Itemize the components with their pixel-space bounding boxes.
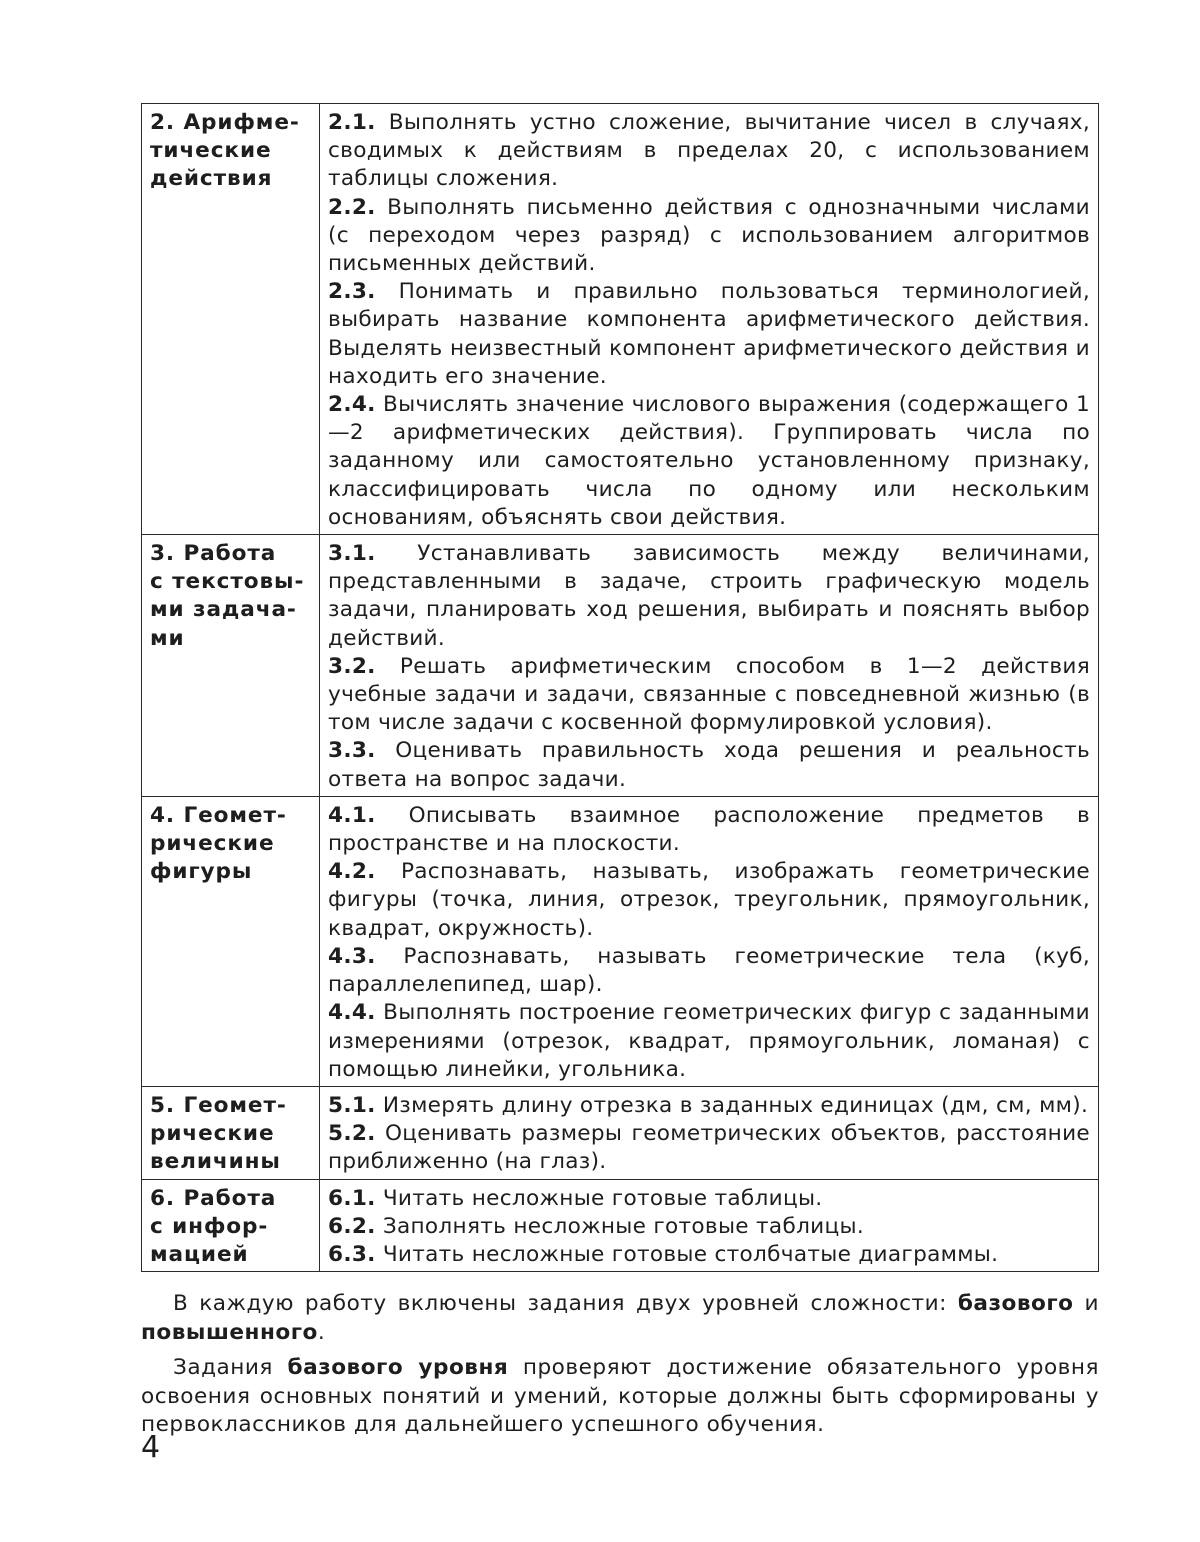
skill-item <box>328 1120 1090 1176</box>
topic-line: 2. Арифме- <box>150 110 300 135</box>
skill-item <box>328 943 1090 999</box>
term-basic-level: базового уровня <box>287 1354 509 1380</box>
skill-text: Оценивать размеры геометрических объектов, расстояние приближенно (на глаз). <box>328 1121 1090 1175</box>
skill-number: 4.2. <box>328 859 376 885</box>
skill-text: Читать несложные готовые таблицы. <box>382 1185 823 1211</box>
skill-number: 6.2. <box>328 1213 376 1239</box>
skill-text: Понимать и правильно пользоваться терминологией, выбирать название компонента арифметического действия. Выделять неизвестный компонент арифметического действия и находить его значение. <box>328 279 1090 389</box>
skill-number: 2.3. <box>328 279 376 305</box>
skill-text: Измерять длину отрезка в заданных единицах (дм, см, мм). <box>382 1092 1089 1118</box>
term-advanced: повышенного <box>141 1319 318 1345</box>
skill-item <box>328 1241 1090 1269</box>
term-basic: базового <box>957 1291 1074 1317</box>
skill-item <box>328 540 1090 653</box>
skill-text: Распознавать, называть, изображать геометрические фигуры (точка, линия, отрезок, треугольник, прямоугольник, квадрат, окружность). <box>328 859 1090 941</box>
skill-item <box>328 278 1090 391</box>
skill-number: 4.4. <box>328 1000 376 1026</box>
topic-line: с инфор- <box>150 1213 269 1239</box>
topic-line: 5. Геомет- <box>150 1092 287 1118</box>
topic-cell <box>142 535 320 797</box>
topic-line: величины <box>150 1149 281 1175</box>
topic-line: рические <box>150 1121 275 1147</box>
skill-number: 4.3. <box>328 943 376 969</box>
skills-cell <box>320 796 1099 1086</box>
topic-line: рические <box>150 831 275 857</box>
skills-cell <box>320 1179 1099 1272</box>
table-row <box>142 535 1099 797</box>
paragraph-basic-start: Задания <box>173 1354 288 1380</box>
skill-text: Оценивать правильность хода решения и реальность ответа на вопрос задачи. <box>328 738 1090 792</box>
skill-number: 6.3. <box>328 1241 376 1267</box>
skill-item <box>328 802 1090 858</box>
skill-item <box>328 858 1090 943</box>
skill-text: Решать арифметическим способом в 1—2 действия учебные задачи и задачи, связанные с повседневной жизнью (в том числе задачи с косвенной формулировкой условия). <box>328 653 1090 736</box>
topic-line: мацией <box>150 1241 249 1267</box>
table-row <box>142 104 1099 535</box>
skill-item <box>328 1185 1090 1213</box>
skills-table <box>141 103 1099 1272</box>
skill-text: Устанавливать зависимость между величинами, представленными в задаче, строить графическую модель задачи, планировать ход решения, выбирать и пояснять выбор действий. <box>328 541 1090 651</box>
skill-text: Читать несложные готовые столбчатые диаграммы. <box>382 1241 999 1267</box>
topic-line: фигуры <box>150 859 253 885</box>
skill-number: 4.1. <box>328 802 376 828</box>
topic-line: ми задача- <box>150 597 297 623</box>
topic-line: ми <box>150 625 185 651</box>
skill-number: 3.3. <box>328 738 376 764</box>
paragraph-basic-level <box>141 1354 1099 1440</box>
skill-text: Выполнять письменно действия с однозначными числами (с переходом через разряд) с использованием алгоритмов письменных действий. <box>328 194 1091 277</box>
skills-cell <box>320 1086 1099 1179</box>
skill-text: Описывать взаимное расположение предметов в пространстве и на плоскости. <box>328 802 1090 857</box>
table-row <box>142 1179 1099 1272</box>
skill-item <box>328 194 1090 279</box>
skill-number: 3.2. <box>328 653 376 679</box>
skill-text: Выполнять устно сложение, вычитание чисел в случаях, сводимых к действиям в пределах 20, с использованием таблицы сложения. <box>328 110 1090 192</box>
body-text <box>141 1290 1099 1440</box>
skill-text: Вычислять значение числового выражения (содержащего 1—2 арифметических действия). Группировать числа по заданному или самостоятельно установленному признаку, классифицировать числа по одному или нескольким основаниям, объяснять свои действия. <box>328 392 1090 530</box>
skill-item <box>328 999 1090 1084</box>
skill-item <box>328 109 1090 194</box>
skill-number: 5.1. <box>328 1092 376 1118</box>
skills-cell <box>320 104 1099 535</box>
topic-cell <box>142 1086 320 1179</box>
topic-cell <box>142 104 320 535</box>
topic-line: 4. Геомет- <box>150 802 287 828</box>
skill-number: 6.1. <box>328 1185 376 1211</box>
skill-number: 2.1. <box>328 110 376 135</box>
skill-item <box>328 1092 1090 1120</box>
paragraph-levels-end: . <box>317 1319 326 1345</box>
skill-item <box>328 391 1090 532</box>
skills-cell <box>320 535 1099 797</box>
topic-cell <box>142 1179 320 1272</box>
skill-text: Выполнять построение геометрических фигур с заданными измерениями (отрезок, квадрат, прямоугольник, ломаная) с помощью линейки, угольника. <box>328 1000 1090 1082</box>
skill-item <box>328 653 1090 738</box>
skill-text: Заполнять несложные готовые таблицы. <box>382 1213 865 1239</box>
paragraph-levels-conj: и <box>1073 1291 1100 1317</box>
topic-line: с текстовы- <box>150 569 305 595</box>
skill-number: 5.2. <box>328 1121 376 1147</box>
table-row <box>142 796 1099 1086</box>
topic-cell <box>142 796 320 1086</box>
topic-line: тические <box>150 138 272 164</box>
skills-table-body <box>142 104 1099 1272</box>
skill-text: Распознавать, называть геометрические тела (куб, параллелепипед, шар). <box>328 943 1090 998</box>
topic-line: действия <box>150 166 273 192</box>
topic-line: 6. Работа <box>150 1185 277 1211</box>
paragraph-levels-text: В каждую работу включены задания двух уровней сложности: <box>173 1291 958 1317</box>
document-page <box>141 103 1099 1446</box>
skill-number: 2.4. <box>328 392 376 418</box>
skill-number: 2.2. <box>328 194 376 220</box>
topic-line: 3. Работа <box>150 541 277 567</box>
page-number: 4 <box>141 1430 161 1465</box>
table-row <box>142 1086 1099 1179</box>
paragraph-levels <box>141 1290 1099 1348</box>
skill-number: 3.1. <box>328 541 376 567</box>
skill-item <box>328 1213 1090 1241</box>
skill-item <box>328 737 1090 793</box>
paragraph-basic-text: проверяют достижение обязательного уровня освоения основных понятий и умений, которые должны быть сформированы у первоклассников для дальнейшего успешного обучения. <box>141 1354 1100 1438</box>
